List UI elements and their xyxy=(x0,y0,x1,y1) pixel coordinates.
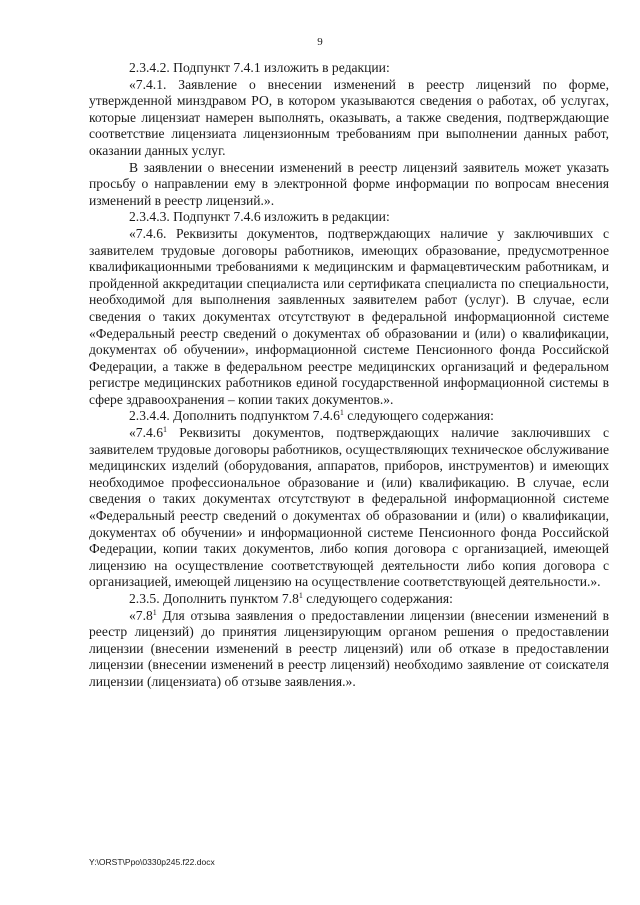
paragraph-request-note: В заявлении о внесении изменений в реестр лицензий заявитель может указать просьбу о направлении ему в электронной форме информации по вопросам внесения изменений в реестр лицензий.». xyxy=(89,159,609,208)
paragraph-7-8-1-head: «7.8 xyxy=(129,607,153,623)
paragraph-2-3-4-4-head: 2.3.4.4. Дополнить подпунктом 7.4.6 xyxy=(129,408,340,424)
paragraph-2-3-5 xyxy=(89,591,609,608)
paragraph-2-3-4-2: 2.3.4.2. Подпункт 7.4.1 изложить в редакции: xyxy=(129,60,390,75)
paragraph-2-3-5-tail: следующего содержания: xyxy=(302,591,453,606)
paragraph-7-8-1 xyxy=(89,608,609,691)
superscript-mark: 1 xyxy=(152,607,157,617)
paragraph-2-3-4-4 xyxy=(89,408,609,425)
paragraph-7-4-6: «7.4.6. Реквизиты документов, подтверждающих наличие у заключивших с заявителем трудовые договоры работников, имеющих образование, предусмотренное квалификационными требованиями к медицинским и фармацевтическим работникам, и пройденной аккредитации специалиста или сертификата специалиста по специальности, необходимой для выполнения заявленных заявителем работ (услуг). В случае, если сведения о таких документах отсутствуют в федеральной информационной системе «Федеральный реестр сведений о документах об образовании и (или) о квалификации, документах об обучении», информационной системе Пенсионного фонда Российской Федерации, а также в федеральном реестре медицинских организаций и федеральном регистре медицинских работников единой государственной информационной системы в сфере здравоохранения – копии таких документов.». xyxy=(89,225,609,407)
file-path-footer: Y:\ORST\Ppo\0330p245.f22.docx xyxy=(89,857,215,867)
paragraph-7-4-6-1 xyxy=(89,425,609,591)
paragraph-7-8-1-tail: Для отзыва заявления о предоставлении лицензии (внесении изменений в реестр лицензий) до принятия лицензирующим органом решения о предоставлении лицензии (внесении изменений в реестр лицензий) или об отказе в предоставлении лицензии (внесении изменений в реестр лицензий) необходимо заявление от соискателя лицензии (лицензиата) об отзыве заявления.». xyxy=(89,607,609,689)
superscript-mark: 1 xyxy=(339,408,344,418)
paragraph-2-3-4-4-tail: следующего содержания: xyxy=(343,408,494,424)
paragraph-2-3-4-3: 2.3.4.3. Подпункт 7.4.6 изложить в редакции: xyxy=(129,209,390,225)
paragraph-7-4-6-1-head: «7.4.6 xyxy=(129,425,163,441)
page-number: 9 xyxy=(317,36,323,48)
paragraph-7-4-1: «7.4.1. Заявление о внесении изменений в реестр лицензий по форме, утвержденной минздравом РО, в котором указываются сведения о работах, об услугах, которые лицензиат намерен выполнять, оказывать, а также сведения, подтверждающие соответствие лицензиата лицензионным требованиям при выполнении данных работ, оказании данных услуг. xyxy=(89,76,609,158)
superscript-mark: 1 xyxy=(298,591,303,600)
paragraph-2-3-5-head: 2.3.5. Дополнить пунктом 7.8 xyxy=(129,591,299,606)
paragraph-7-4-6-1-tail: Реквизиты документов, подтверждающих наличие заключивших с заявителем трудовые договоры работников, осуществляющих техническое обслуживание медицинских изделий (оборудования, аппаратов, приборов, инструментов) и имеющих необходимое профессиональное образование и (или) квалификацию. В случае, если сведения о таких документах отсутствуют в федеральной информационной системе «Федеральный реестр сведений о документах об образовании и (или) о квалификации, документах об обучении» и информационной системе Пенсионного фонда Российской Федерации, копии таких документов, либо копия договора с организацией, имеющей лицензию на осуществление соответствующей деятельности либо копия договора с организацией, имеющей лицензию на осуществление соответствующей деятельности.». xyxy=(89,425,609,590)
document-body xyxy=(89,60,609,691)
superscript-mark: 1 xyxy=(162,425,167,435)
